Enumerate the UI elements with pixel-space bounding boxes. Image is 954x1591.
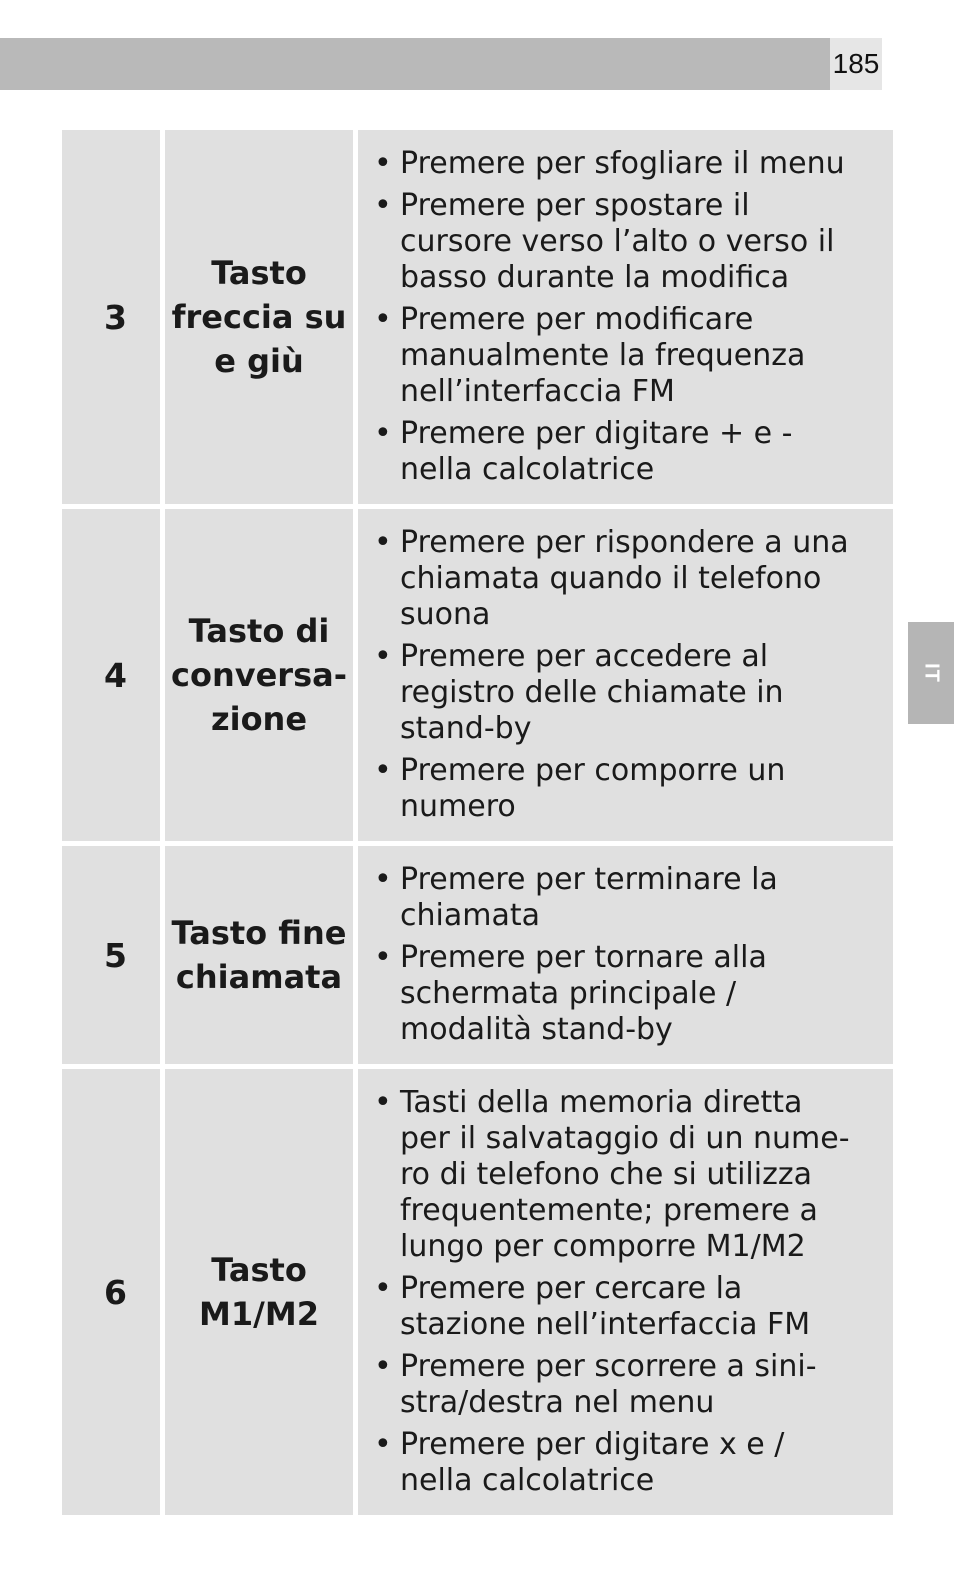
key-name: Tasto fine chiamata <box>165 846 353 1064</box>
row-number: 5 <box>62 846 160 1064</box>
key-description <box>358 130 893 504</box>
row-number: 4 <box>62 509 160 841</box>
page-number: 185 <box>830 38 882 90</box>
bullet-item: • Premere per terminare la chiamata <box>372 862 883 934</box>
row-number: 6 <box>62 1069 160 1515</box>
key-function-table <box>57 125 898 1520</box>
bullet-list <box>372 862 883 1048</box>
key-name: Tasto di conversa- zione <box>165 509 353 841</box>
bullet-item: • Premere per accedere al registro delle chiamate in stand-by <box>372 639 883 747</box>
bullet-list <box>372 525 883 825</box>
bullet-list <box>372 146 883 488</box>
key-description <box>358 846 893 1064</box>
bullet-item: • Premere per digitare x e / nella calcolatrice <box>372 1427 883 1499</box>
table-row <box>62 1069 893 1515</box>
bullet-item: • Premere per digitare + e - nella calcolatrice <box>372 416 883 488</box>
language-tab <box>908 622 954 724</box>
table-row <box>62 846 893 1064</box>
bullet-item: • Premere per modificare manualmente la frequenza nell’interfaccia FM <box>372 302 883 410</box>
bullet-item: • Premere per rispondere a una chiamata quando il telefono suona <box>372 525 883 633</box>
header-bar <box>0 38 830 90</box>
language-tab-label: IT <box>920 663 943 683</box>
table-row <box>62 509 893 841</box>
bullet-list <box>372 1085 883 1499</box>
row-number: 3 <box>62 130 160 504</box>
bullet-item: • Premere per scorrere a sini- stra/destra nel menu <box>372 1349 883 1421</box>
key-description <box>358 1069 893 1515</box>
bullet-item: • Premere per comporre un numero <box>372 753 883 825</box>
table-row <box>62 130 893 504</box>
bullet-item: • Tasti della memoria diretta per il salvataggio di un nume- ro di telefono che si utilizza frequentemente; premere a lungo per comporre M1/M2 <box>372 1085 883 1265</box>
bullet-item: • Premere per cercare la stazione nell’interfaccia FM <box>372 1271 883 1343</box>
key-name: Tasto M1/M2 <box>165 1069 353 1515</box>
key-description <box>358 509 893 841</box>
key-name: Tasto freccia su e giù <box>165 130 353 504</box>
bullet-item: • Premere per sfogliare il menu <box>372 146 883 182</box>
bullet-item: • Premere per tornare alla schermata principale / modalità stand-by <box>372 940 883 1048</box>
bullet-item: • Premere per spostare il cursore verso l’alto o verso il basso durante la modifica <box>372 188 883 296</box>
